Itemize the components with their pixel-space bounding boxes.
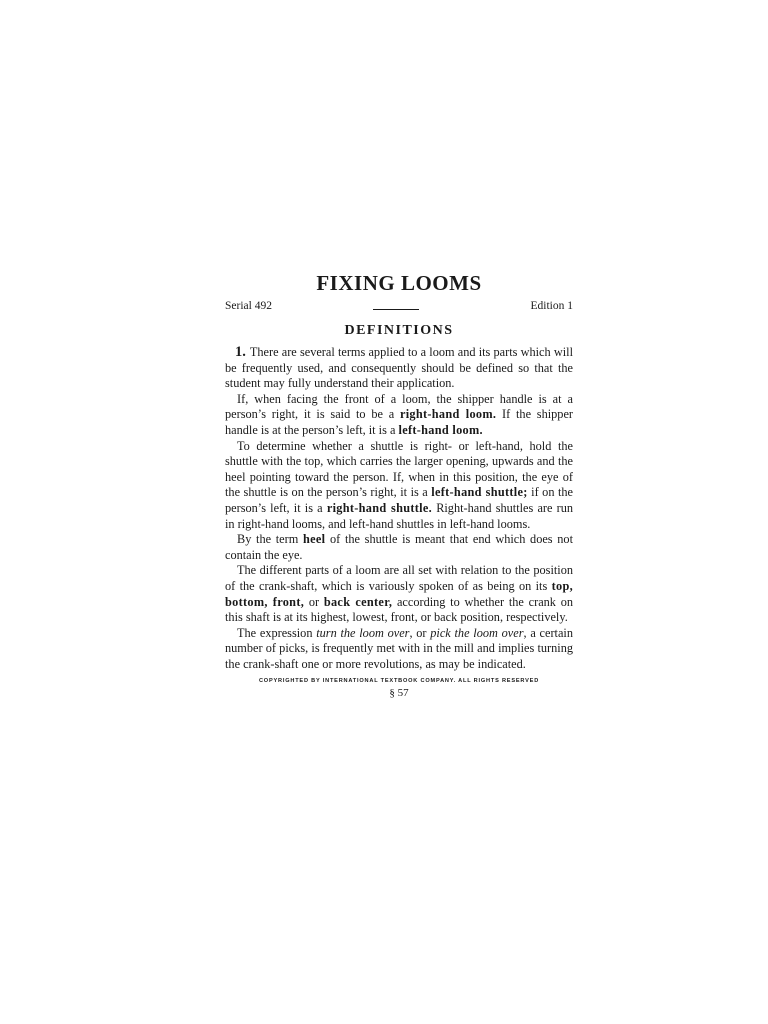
paragraph-text: If, when facing the front of a loom, the shipper handle is at a person’s right, it is said to be a: [225, 391, 573, 422]
paragraph-text: Right-hand shuttles are run in right-hand looms, and left-hand shuttles in left-hand looms.: [225, 500, 574, 531]
section-heading: DEFINITIONS: [344, 323, 454, 338]
italic-expression: turn the loom over: [316, 625, 410, 640]
defined-term: heel: [302, 532, 326, 547]
serial-number: Serial 492: [225, 300, 272, 312]
defined-term: right-hand shuttle.: [326, 500, 433, 515]
paragraph-number: 1.: [235, 344, 246, 360]
defined-term: back center,: [323, 594, 393, 609]
paragraph-text: if on the person’s left, it is a: [225, 485, 574, 515]
paragraph-text: There are several terms applied to a loom and its parts which will be frequently used, and consequently should be defined so that the student may fully understand their application.: [225, 345, 573, 391]
paragraph-1: [225, 345, 573, 392]
paragraph-text: If the shipper handle is at the person’s left, it is a: [225, 407, 573, 437]
defined-term: right-hand loom.: [399, 407, 497, 422]
paragraph-text: The different parts of a loom are all set with relation to the position of the crank-shaft, which is variously spoken of as being on its: [225, 563, 573, 593]
paragraph-text: or: [304, 594, 324, 609]
paragraph-text: The expression: [237, 625, 317, 640]
italic-expression: pick the loom over: [430, 625, 524, 640]
paragraph-text: of the shuttle is meant that end which does not contain the eye.: [225, 532, 573, 562]
defined-term: top, bottom, front,: [225, 578, 573, 609]
paragraph-3: [225, 439, 573, 533]
title-rule: [373, 309, 419, 310]
paragraph-5: [225, 563, 573, 625]
copyright-notice: COPYRIGHTED BY INTERNATIONAL TEXTBOOK COMPANY. ALL RIGHTS RESERVED: [258, 678, 540, 685]
page-folio: § 57: [389, 687, 409, 700]
paragraph-text: , or: [409, 625, 431, 640]
page-title: FIXING LOOMS: [316, 271, 482, 295]
paragraph-text: according to whether the crank on this shaft is at its highest, lowest, front, or back position, respectively.: [225, 594, 573, 625]
paragraph-6: [225, 626, 573, 673]
paragraph-2: [225, 392, 573, 439]
edition-number: Edition 1: [530, 300, 573, 312]
defined-term: left-hand loom.: [398, 422, 483, 437]
paragraph-text: By the term: [237, 532, 303, 547]
paragraph-text: , a certain number of picks, is frequently met with in the mill and implies turning the crank-shaft one or more revolutions, as may be indicated.: [225, 625, 573, 671]
defined-term: left-hand shuttle;: [431, 485, 528, 500]
paragraph-text: To determine whether a shuttle is right- or left-hand, hold the shuttle with the top, which carries the larger opening, upwards and the heel pointing toward the person. If, when in this position, the eye of the shuttle is on the person’s right, it is a: [225, 438, 573, 500]
header-meta-row: [225, 300, 573, 316]
paragraph-4: [225, 532, 573, 563]
document-page: [225, 270, 573, 699]
